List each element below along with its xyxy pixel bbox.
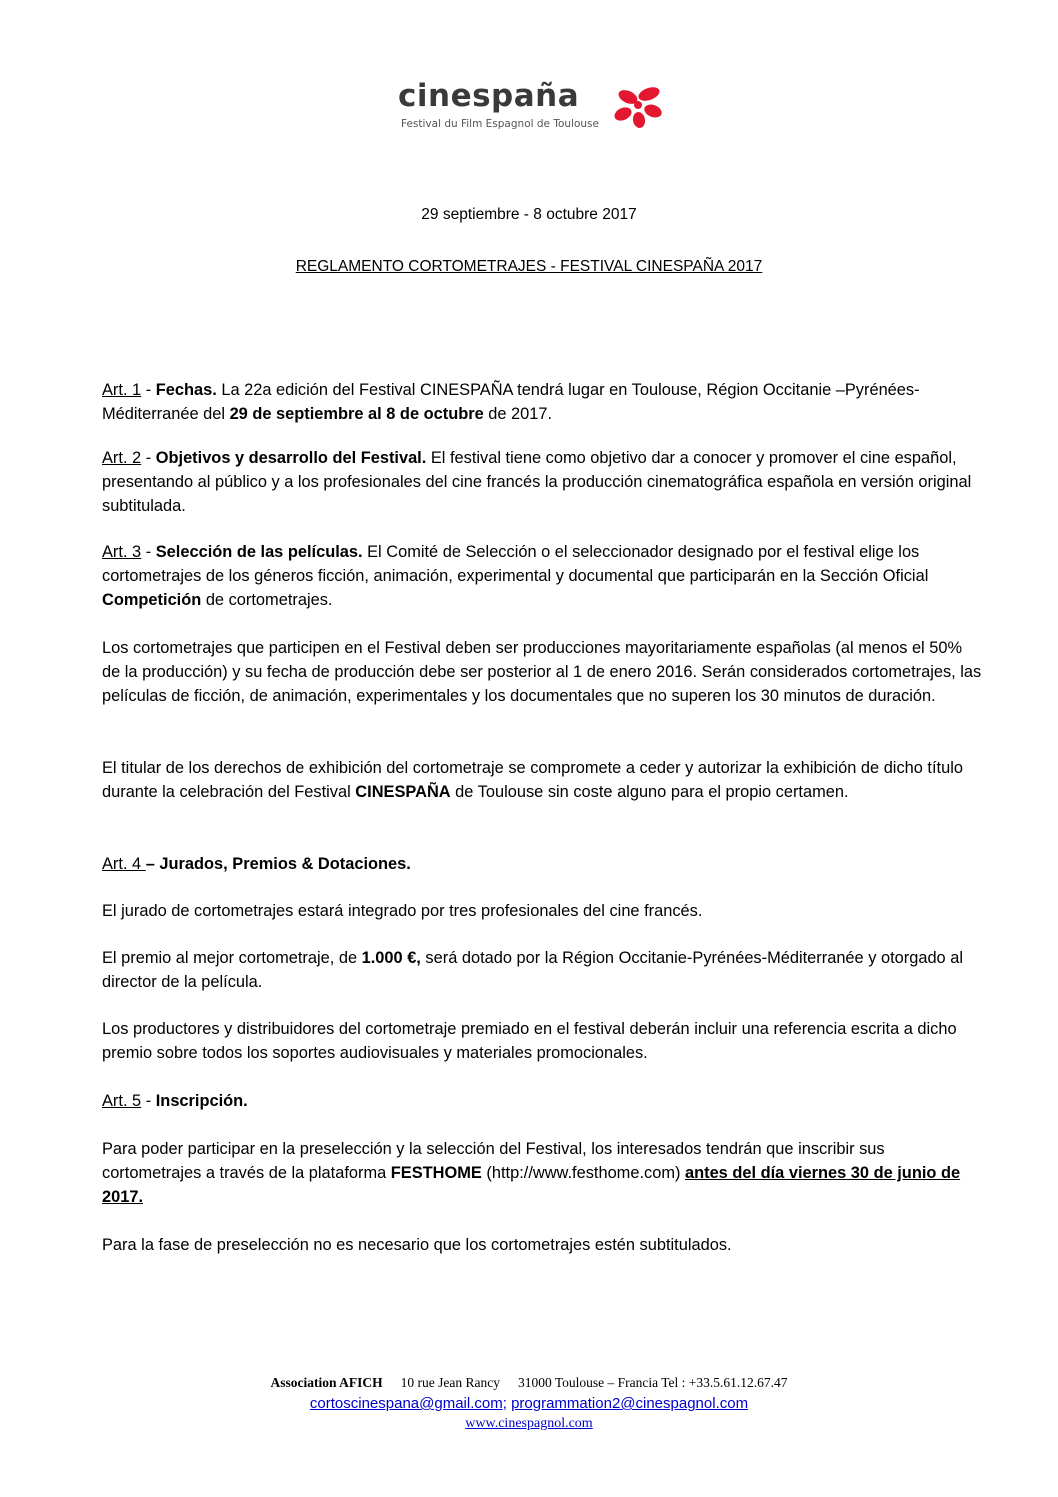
- article-5-heading: Inscripción.: [155, 1092, 248, 1110]
- footer-emails: cortoscinespana@gmail.com; programmation2@cinespagnol.com: [309, 1395, 749, 1412]
- article-2-label: Art. 2: [102, 449, 142, 467]
- preselection-paragraph: Para la fase de preselección no es necesario que los cortometrajes estén subtitulados.: [102, 1236, 732, 1254]
- registration-paragraph: Para poder participar en la preselección y la selección del Festival, los interesados tendrán que inscribir sus cortometrajes a través de la plataforma FESTHOME (http://www.festhome.com) antes del día viernes 30 de junio de 2017.: [102, 1140, 961, 1206]
- rights-paragraph: El titular de los derechos de exhibición del cortometraje se compromete a ceder y autorizar la exhibición de dicho título durante la celebración del Festival CINESPAÑA de Toulouse sin coste alguno para el propio certamen.: [102, 759, 963, 801]
- registration-deadline: antes del día viernes 30 de junio de 2017.: [102, 1164, 961, 1206]
- logo-tagline: Festival du Film Espagnol de Toulouse: [401, 118, 599, 130]
- flower-icon: [611, 85, 663, 129]
- article-2-heading: Objetivos y desarrollo del Festival.: [155, 449, 427, 467]
- footer-organization: Association AFICH: [270, 1375, 383, 1390]
- festhome-name: FESTHOME: [390, 1164, 482, 1182]
- producers-paragraph: Los productores y distribuidores del cortometraje premiado en el festival deberán incluir una referencia escrita a dicho premio sobre todos los soportes audiovisuales y materiales promocionales.: [102, 1020, 957, 1062]
- article-5-paragraph: Art. 5 - Inscripción.: [102, 1092, 248, 1110]
- article-5-label: Art. 5: [102, 1092, 142, 1110]
- email-link-cortos[interactable]: cortoscinespana@gmail.com: [309, 1395, 503, 1412]
- article-4-paragraph: [102, 852, 982, 876]
- article-1-heading: Fechas.: [155, 381, 217, 399]
- article-1-label: Art. 1: [102, 381, 142, 399]
- footer-street: 10 rue Jean Rancy: [400, 1375, 500, 1390]
- footer-address: [0, 1375, 1058, 1391]
- footer-city-phone: 31000 Toulouse – Francia Tel : +33.5.61.12.67.47: [517, 1375, 788, 1390]
- website-link[interactable]: www.cinespagnol.com: [465, 1416, 593, 1431]
- document-title: REGLAMENTO CORTOMETRAJES - FESTIVAL CINESPAÑA 2017: [295, 258, 763, 275]
- article-3-paragraph: Art. 3 - Selección de las películas. El Comité de Selección o el seleccionador designado por el festival elige los cortometrajes de los géneros ficción, animación, experimental y documental que participarán en la Sección Oficial Competición de cortometrajes.: [102, 543, 929, 609]
- jury-paragraph: El jurado de cortometrajes estará integrado por tres profesionales del cine francés.: [102, 902, 703, 920]
- footer-website: [0, 1416, 1058, 1432]
- logo-wordmark: cinespaña: [398, 78, 580, 114]
- festival-period: 29 de septiembre al 8 de octubre: [229, 405, 484, 423]
- email-link-programmation[interactable]: programmation2@cinespagnol.com: [511, 1395, 749, 1412]
- requirements-paragraph: Los cortometrajes que participen en el Festival deben ser producciones mayoritariamente españolas (al menos el 50% de la producción) y su fecha de producción debe ser posterior al 1 de enero 2016. Serán considerados cortometrajes, las películas de ficción, de animación, experimentales y los documentales que no superen los 30 minutos de duración.: [102, 639, 982, 705]
- article-3-heading: Selección de las películas.: [155, 543, 363, 561]
- festival-dates: 29 septiembre - 8 octubre 2017: [421, 206, 637, 223]
- article-4-label: Art. 4: [102, 855, 146, 873]
- article-2-paragraph: Art. 2 - Objetivos y desarrollo del Festival. El festival tiene como objetivo dar a conocer y promover el cine español, presentando al público y a los profesionales del cine francés la producción cinematográfica española en versión original subtitulada.: [102, 449, 972, 515]
- prize-amount: 1.000 €,: [361, 949, 421, 967]
- prize-paragraph: El premio al mejor cortometraje, de 1.000 €, será dotado por la Région Occitanie-Pyrénées-Méditerranée y otorgado al director de la película.: [102, 949, 963, 991]
- article-4-heading: – Jurados, Premios & Dotaciones.: [145, 855, 411, 873]
- article-1-paragraph: Art. 1 - Fechas. La 22a edición del Festival CINESPAÑA tendrá lugar en Toulouse, Région Occitanie –Pyrénées-Méditerranée del 29 de septiembre al 8 de octubre de 2017.: [102, 381, 920, 423]
- festival-logo: [398, 78, 668, 138]
- article-3-label: Art. 3: [102, 543, 142, 561]
